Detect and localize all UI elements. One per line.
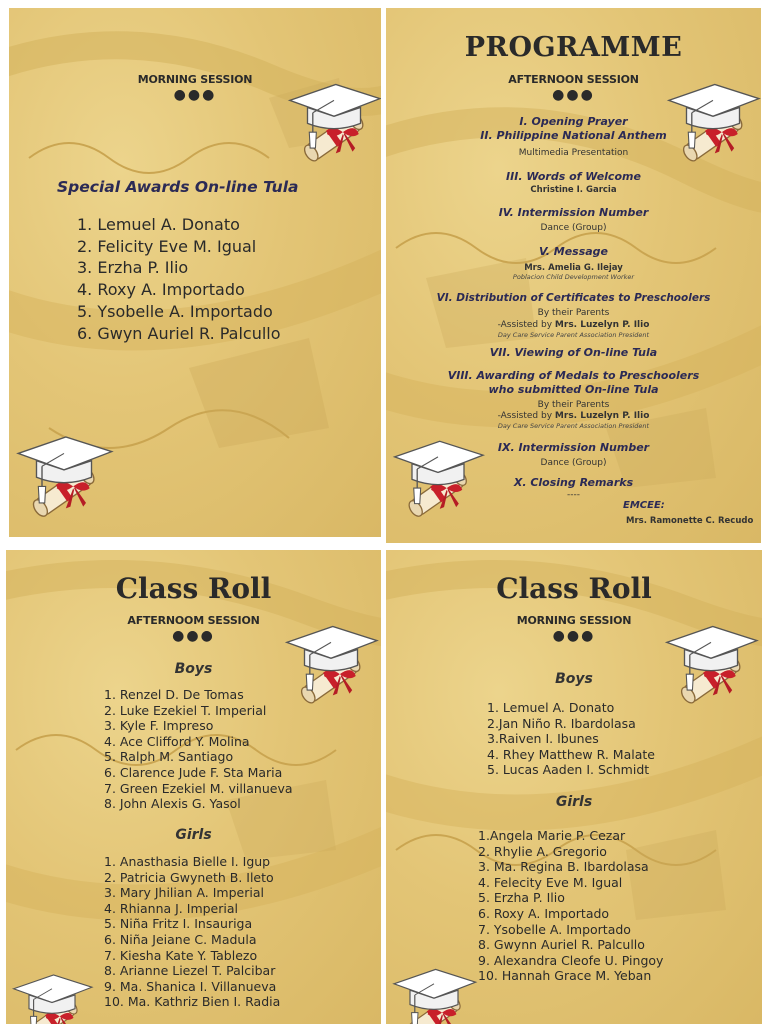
programme-item-4: IV. Intermission Number bbox=[498, 206, 649, 219]
list-item: 5. Ralph M. Santiago bbox=[104, 749, 234, 765]
programme-item-7: VII. Viewing of On-line Tula bbox=[489, 346, 658, 359]
assist-label: -Assisted by bbox=[497, 411, 553, 421]
programme-item-8-sub: By their Parents bbox=[537, 400, 610, 410]
graduation-cap-icon bbox=[386, 433, 490, 531]
list-item: 6. Roxy A. Importado bbox=[478, 905, 610, 921]
programme-item-10-sub: ---- bbox=[567, 490, 580, 500]
list-item: 2. Felicity Eve M. Igual bbox=[77, 236, 257, 256]
list-item: 3. Kyle F. Impreso bbox=[104, 718, 214, 734]
dots-ornament: ●●● bbox=[173, 87, 217, 103]
girls-list bbox=[478, 828, 663, 984]
girls-list bbox=[104, 854, 280, 1010]
list-item: 8. John Alexis G. Yasol bbox=[104, 796, 241, 812]
boys-list bbox=[487, 700, 655, 778]
dots-ornament: ●●● bbox=[552, 87, 595, 103]
graduation-cap-icon bbox=[658, 618, 762, 718]
list-item: 2. Rhylie A. Gregorio bbox=[478, 843, 607, 859]
programme-item-4-sub: Dance (Group) bbox=[540, 223, 607, 233]
class-roll-title: Class Roll bbox=[496, 572, 652, 605]
dots-ornament: ●●● bbox=[552, 628, 596, 644]
list-item: 10. Ma. Kathriz Bien I. Radia bbox=[104, 994, 281, 1010]
programme-item-8-line1: VIII. Awarding of Medals to Preschoolers bbox=[447, 369, 700, 382]
list-item: 4. Felecity Eve M. Igual bbox=[478, 874, 623, 890]
boys-list bbox=[104, 687, 293, 812]
boys-heading: Boys bbox=[174, 661, 213, 677]
session-label: MORNING SESSION bbox=[516, 614, 632, 627]
list-item: 4. Roxy A. Importado bbox=[77, 280, 245, 300]
dots-ornament: ●●● bbox=[172, 628, 215, 644]
programme-item-5-title: Poblacion Child Development Worker bbox=[512, 273, 635, 281]
list-item: 3.Raiven I. Ibunes bbox=[487, 731, 599, 747]
girls-heading: Girls bbox=[555, 794, 593, 810]
programme-item-2-sub: Multimedia Presentation bbox=[518, 148, 629, 158]
list-item: 3. Ma. Regina B. Ibardolasa bbox=[478, 859, 649, 875]
list-item: 9. Alexandra Cleofe U. Pingoy bbox=[478, 952, 664, 968]
list-item: 5. Lucas Aaden I. Schmidt bbox=[487, 762, 650, 778]
list-item: 1. Lemuel A. Donato bbox=[77, 215, 240, 234]
graduation-cap-icon bbox=[6, 968, 98, 1024]
morning-class-roll-panel bbox=[386, 550, 762, 1024]
list-item: 4. Rhey Matthew R. Malate bbox=[487, 746, 655, 762]
session-label: AFTERNOOM SESSION bbox=[127, 614, 260, 627]
assist-name: Mrs. Luzelyn P. Ilio bbox=[554, 411, 650, 421]
programme-item-6-assist bbox=[386, 320, 761, 330]
graduation-cap-icon bbox=[386, 962, 482, 1024]
programme-item-8-line2: who submitted On-line Tula bbox=[488, 383, 659, 396]
programme-panel bbox=[386, 8, 761, 543]
list-item: 9. Ma. Shanica I. Villanueva bbox=[104, 978, 277, 994]
girls-heading: Girls bbox=[175, 827, 212, 843]
programme-item-6: VI. Distribution of Certificates to Preschoolers bbox=[436, 292, 711, 304]
emcee-name: Mrs. Ramonette C. Recudo bbox=[626, 516, 754, 526]
awardees-list bbox=[77, 214, 281, 344]
programme-item-2: II. Philippine National Anthem bbox=[480, 129, 667, 142]
list-item: 7. Ysobelle A. Importado bbox=[478, 921, 631, 937]
list-item: 6. Niña Jeiane C. Madula bbox=[104, 931, 257, 947]
programme-item-9-sub: Dance (Group) bbox=[540, 458, 607, 468]
list-item: 10. Hannah Grace M. Yeban bbox=[478, 968, 652, 984]
graduation-cap-icon bbox=[9, 428, 119, 532]
programme-item-5: V. Message bbox=[538, 245, 609, 258]
assist-label: -Assisted by bbox=[497, 320, 553, 330]
list-item: 2. Patricia Gwyneth B. Ileto bbox=[104, 869, 274, 885]
graduation-cap-icon bbox=[281, 76, 381, 176]
programme-item-8-title: Day Care Service Parent Association President bbox=[497, 422, 650, 430]
programme-item-1: I. Opening Prayer bbox=[519, 115, 628, 128]
list-item: 4. Rhianna J. Imperial bbox=[104, 900, 238, 916]
programme-title: PROGRAMME bbox=[464, 32, 683, 63]
class-roll-title: Class Roll bbox=[115, 572, 272, 605]
list-item: 2. Luke Ezekiel T. Imperial bbox=[104, 702, 267, 718]
list-item: 1. Lemuel A. Donato bbox=[487, 700, 615, 715]
programme-item-8-assist bbox=[386, 411, 761, 421]
list-item: 5. Erzha P. Ilio bbox=[478, 890, 565, 906]
list-item: 2.Jan Niño R. Ibardolasa bbox=[487, 715, 636, 731]
morning-awards-panel bbox=[9, 8, 381, 537]
session-label: AFTERNOON SESSION bbox=[508, 73, 639, 86]
programme-item-3: III. Words of Welcome bbox=[506, 170, 641, 183]
session-label: MORNING SESSION bbox=[137, 73, 253, 86]
list-item: 3. Mary Jhilian A. Imperial bbox=[104, 885, 264, 901]
programme-item-6-title: Day Care Service Parent Association President bbox=[497, 331, 650, 339]
programme-item-3-name: Christine I. Garcia bbox=[530, 185, 617, 195]
list-item: 4. Ace Clifford Y. Molina bbox=[104, 733, 250, 749]
list-item: 1. Anasthasia Bielle I. Igup bbox=[104, 854, 271, 869]
list-item: 1.Angela Marie P. Cezar bbox=[478, 828, 626, 843]
programme-item-10: X. Closing Remarks bbox=[513, 476, 634, 489]
programme-item-6-sub: By their Parents bbox=[537, 308, 610, 318]
list-item: 7. Kiesha Kate Y. Tablezo bbox=[104, 947, 258, 963]
list-item: 5. Niña Fritz I. Insauriga bbox=[104, 916, 253, 932]
list-item: 5. Ysobelle A. Importado bbox=[77, 301, 273, 321]
awards-heading: Special Awards On-line Tula bbox=[57, 178, 299, 196]
list-item: 3. Erzha P. Ilio bbox=[77, 258, 189, 278]
list-item: 7. Green Ezekiel M. villanueva bbox=[104, 780, 293, 796]
afternoon-class-roll-panel bbox=[6, 550, 381, 1024]
list-item: 6. Clarence Jude F. Sta Maria bbox=[104, 764, 283, 780]
emcee-label: EMCEE: bbox=[623, 500, 665, 511]
list-item: 8. Gwynn Auriel R. Palcullo bbox=[478, 937, 645, 953]
list-item: 6. Gwyn Auriel R. Palcullo bbox=[77, 323, 281, 343]
list-item: 1. Renzel D. De Tomas bbox=[104, 687, 244, 702]
programme-item-5-name: Mrs. Amelia G. Ilejay bbox=[524, 263, 623, 273]
boys-heading: Boys bbox=[555, 671, 593, 687]
assist-name: Mrs. Luzelyn P. Ilio bbox=[554, 320, 650, 330]
list-item: 8. Arianne Liezel T. Palcibar bbox=[104, 963, 276, 979]
programme-item-9: IX. Intermission Number bbox=[497, 441, 650, 454]
